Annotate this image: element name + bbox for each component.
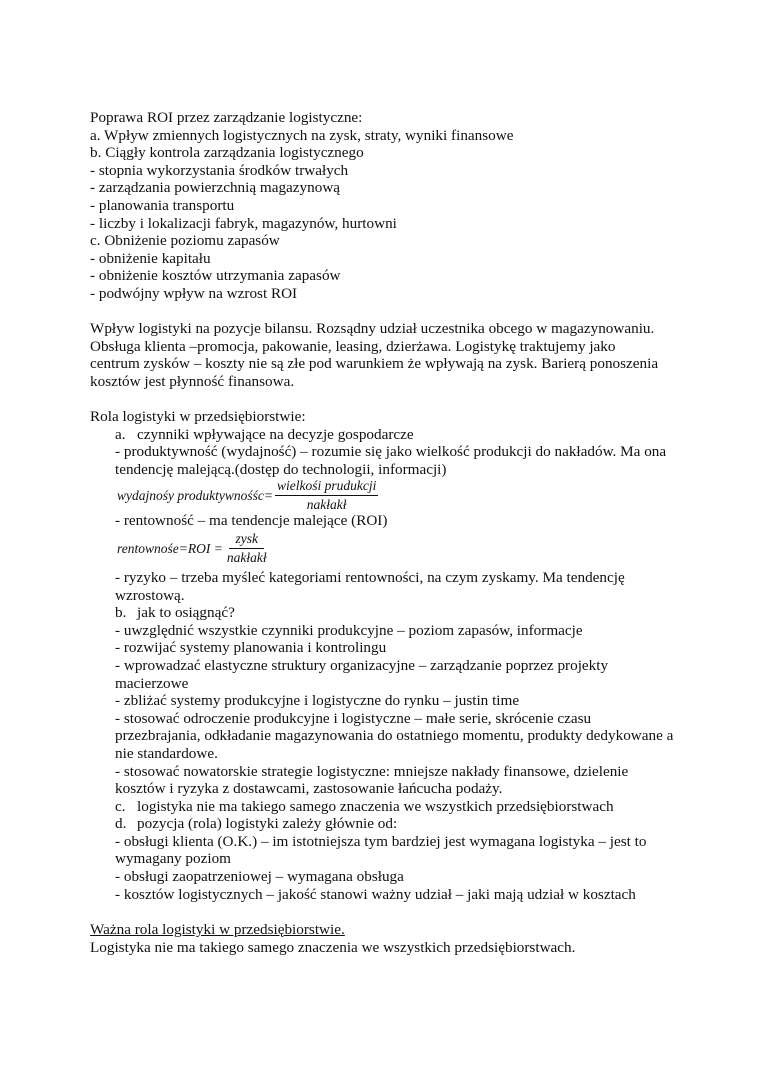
- text-line: - obniżenie kosztów utrzymania zapasów: [90, 267, 341, 285]
- text-line: Logistyka nie ma takiego samego znaczenia we wszystkich przedsiębiorstwach.: [90, 938, 576, 956]
- list-item-d: d. pozycja (rola) logistyki zależy głównie od:: [115, 815, 398, 833]
- text-line: c. Obniżenie poziomu zapasów: [90, 232, 280, 250]
- paragraph: - obsługi zaopatrzeniowej – wymagana obsługa: [115, 868, 404, 886]
- section-wazna-rola: [90, 921, 680, 956]
- paragraph: - wprowadzać elastyczne struktury organizacyjne – zarządzanie poprzez projekty macierzowe: [115, 656, 609, 692]
- section-heading: Rola logistyki w przedsiębiorstwie:: [90, 408, 306, 425]
- section-heading: Ważna rola logistyki w przedsiębiorstwie.: [90, 921, 345, 938]
- formula-lhs: wydajnośy produktywnośśc=: [117, 487, 273, 503]
- formula-numerator: wielkośi prudukcji: [275, 478, 378, 496]
- text-line: kosztów jest płynność finansowa.: [90, 372, 295, 390]
- formula-productivity: [117, 478, 680, 512]
- list-section: [90, 426, 680, 904]
- paragraph: - stosować nowatorskie strategie logistyczne: mniejsze nakłady finansowe, dzielenie kosztów i ryzyka z dostawcami, zastosowanie łańcucha podaży.: [115, 762, 629, 798]
- text-line: - planowania transportu: [90, 196, 235, 214]
- section-rola: [90, 408, 680, 903]
- paragraph: - kosztów logistycznych – jakość stanowi ważny udział – jaki mają udział w kosztach: [115, 885, 636, 903]
- paragraph: - zbliżać systemy produkcyjne i logistyczne do rynku – justin time: [115, 692, 520, 710]
- paragraph: - rentowność – ma tendencje malejące (ROI): [115, 512, 388, 530]
- formula-numerator: zysk: [229, 531, 264, 549]
- formula-denominator: nakłakł: [226, 549, 267, 565]
- list-item-b: b. jak to osiągnąć?: [115, 604, 235, 622]
- text-line: Wpływ logistyki na pozycje bilansu. Rozsądny udział uczestnika obcego w magazynowaniu.: [90, 320, 655, 337]
- formula-denominator: nakłakł: [306, 496, 347, 512]
- list-item-c: c. logistyka nie ma takiego samego znaczenia we wszystkich przedsiębiorstwach: [115, 797, 614, 815]
- section-bilans: [90, 320, 680, 390]
- paragraph: - produktywność (wydajność) – rozumie się jako wielkość produkcji do nakładów. Ma ona tendencję malejącą.(dostęp do technologii, informacji): [115, 443, 667, 478]
- section-heading: Poprawa ROI przez zarządzanie logistyczne:: [90, 109, 363, 126]
- text-line: a. Wpływ zmiennych logistycznych na zysk, straty, wyniki finansowe: [90, 126, 514, 144]
- text-line: b. Ciągły kontrola zarządzania logistycznego: [90, 144, 364, 162]
- text-line: - zarządzania powierzchnią magazynową: [90, 179, 341, 197]
- list-item-a: a. czynniki wpływające na decyzje gospodarcze: [115, 425, 414, 443]
- text-line: - stopnia wykorzystania środków trwałych: [90, 161, 349, 179]
- paragraph: - uwzględnić wszystkie czynniki produkcyjne – poziom zapasów, informacje: [115, 621, 583, 639]
- formula-fraction: [225, 531, 269, 566]
- paragraph: - obsługi klienta (O.K.) – im istotniejsza tym bardziej jest wymagana logistyka – jest to wymagany poziom: [115, 832, 647, 868]
- paragraph: - stosować odroczenie produkcyjne i logistyczne – małe serie, skrócenie czasu przezbrajania, odkładanie magazynowania do ostatniego momentu, produkty dedykowane a nie standardowe.: [115, 709, 674, 762]
- paragraph: - rozwijać systemy planowania i kontrolingu: [115, 639, 387, 657]
- paragraph: - ryzyko – trzeba myśleć kategoriami rentowności, na czym zyskamy. Ma tendencję wzrostową.: [115, 568, 625, 604]
- text-line: Obsługa klienta –promocja, pakowanie, leasing, dzierżawa. Logistykę traktujemy jako: [90, 337, 616, 355]
- section-roi: [90, 109, 680, 303]
- text-line: - liczby i lokalizacji fabryk, magazynów, hurtowni: [90, 214, 397, 232]
- formula-lhs: rentownośe=ROI =: [117, 540, 223, 556]
- text-line: centrum zysków – koszty nie są złe pod warunkiem że wpływają na zysk. Barierą ponoszenia: [90, 355, 659, 373]
- formula-roi: [117, 530, 680, 567]
- text-line: - obniżenie kapitału: [90, 249, 211, 267]
- text-line: - podwójny wpływ na wzrost ROI: [90, 284, 298, 302]
- formula-fraction: [275, 478, 378, 513]
